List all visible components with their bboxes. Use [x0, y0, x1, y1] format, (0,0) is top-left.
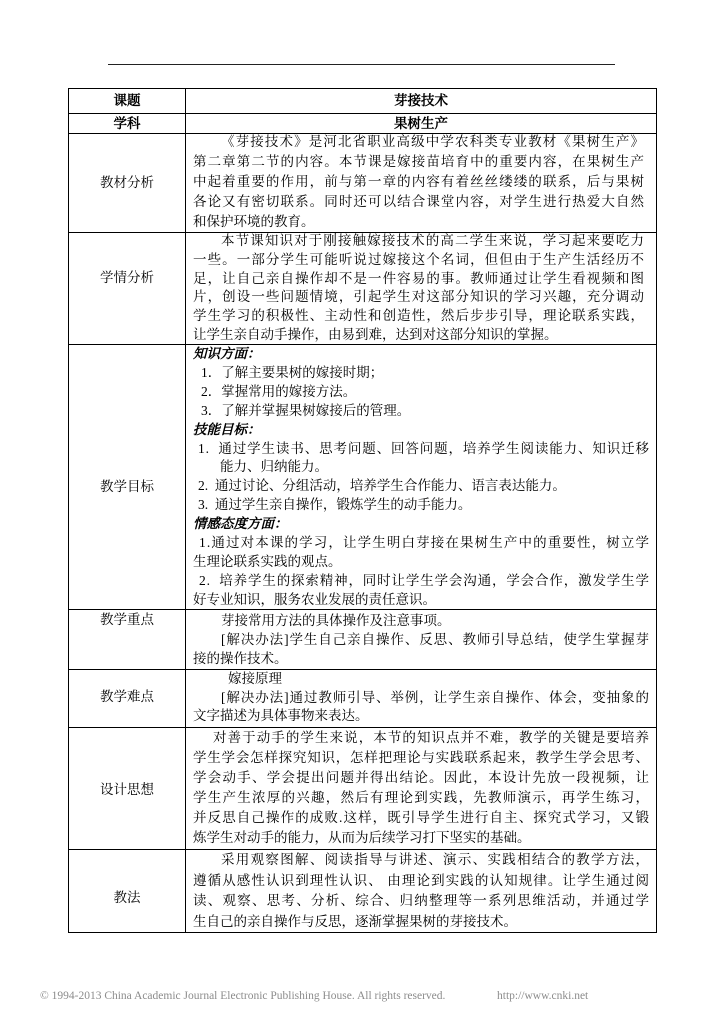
difficulties-label: 教学难点: [100, 689, 154, 704]
methods-line: 读、观察、思考、分析、综合、归纳整理等一系列思维活动，并通过学: [193, 893, 651, 909]
material-analysis-line: 各论又有密切联系。同时还可以结合课堂内容，对学生进行热爱大自然: [193, 194, 646, 210]
learner-analysis-line: 学生学习的积极性、主动性和创造性，然后步步引导，理论联系实践，: [193, 308, 646, 324]
copyright-text: © 1994-2013 China Academic Journal Electronic Publishing House. All rights reserved.: [40, 990, 446, 1002]
design-idea-label: 设计思想: [100, 782, 154, 797]
learner-analysis-line: 一些。一部分学生可能听说过嫁接这个名词，但但由于生产生活经历不: [193, 251, 646, 267]
knowledge-heading: 知识方面：: [193, 346, 261, 361]
design-idea-line: 对善于动手的学生来说，本节的知识点并不难，教学的关键是要培养: [213, 730, 651, 745]
design-idea-line: 学生产生浓厚的兴趣，然后有理论到实践，先教师演示，再学生练习，: [193, 790, 651, 805]
subject-label-cell: [69, 114, 186, 133]
learner-analysis-line: 足，让自己亲自操作却不是一件容易的事。教师通过让学生看视频和图: [193, 270, 646, 286]
design-idea-line: 学会动手、学会提出问题并得出结论。因此，本设计先放一段视频，让: [193, 770, 651, 785]
key-points-line: 芽接常用方法的具体操作及注意事项。: [221, 612, 451, 628]
topic-row: [68, 88, 657, 113]
key-points-row: [68, 609, 657, 669]
attitudes-line: 2. 培养学生的探索精神，同时让学生学会沟通，学会合作，激发学生学: [199, 572, 650, 588]
learner-analysis-row: [68, 232, 657, 344]
methods-line: 遵循从感性认识到理性认识、 由理论到实践的认知规律。让学生通过阅: [193, 872, 651, 888]
material-analysis-line: 中起着重要的作用，前与第一章的内容有着丝丝缕缕的联系，后与果树: [193, 174, 646, 190]
material-analysis-line: 《芽接技术》是河北省职业高级中学农科类专业教材《果树生产》: [221, 134, 646, 149]
skills-heading: 技能目标：: [193, 421, 261, 437]
design-idea-content: [193, 728, 649, 848]
difficulties-row: [68, 669, 657, 727]
material-analysis-content: [193, 132, 644, 232]
methods-line: 采用观察图解、阅读指导与讲述、演示、实践相结合的教学方法，: [221, 852, 651, 867]
subject-value: 果树生产: [394, 116, 448, 131]
design-idea-row: [68, 727, 657, 849]
difficulties-line: 文字描述为具体事物来表达。: [193, 708, 369, 724]
design-idea-label-cell: [69, 728, 186, 849]
objectives-label-cell: [69, 345, 186, 609]
learner-analysis-label: 学情分析: [100, 270, 154, 285]
skills-line: 2. 通过讨论、分组活动，培养学生合作能力、语言表达能力。: [198, 478, 566, 494]
objectives-content: [193, 345, 649, 610]
material-analysis-label-cell: [69, 134, 186, 232]
design-idea-line: 炼学生对动手的能力，从而为后续学习打下坚实的基础。: [193, 830, 531, 845]
material-analysis-row: [68, 133, 657, 232]
attitudes-line: 好专业知识，服务农业发展的责任意识。: [193, 591, 436, 607]
material-analysis-label: 教材分析: [100, 175, 154, 190]
copyright-footer: [40, 988, 640, 1004]
knowledge-item: 3．了解并掌握果树嫁接后的管理。: [201, 402, 411, 418]
objectives-row: [68, 344, 657, 609]
objectives-label: 教学目标: [100, 479, 154, 494]
methods-row: [68, 849, 657, 933]
methods-line: 生自己的亲自操作与反思，逐渐掌握果树的芽接技术。: [193, 914, 517, 930]
learner-analysis-line: 本节课知识对于刚接触嫁接技术的高二学生来说，学习起来要吃力: [221, 233, 646, 248]
key-points-label: 教学重点: [100, 612, 154, 627]
topic-label-cell: [69, 89, 186, 113]
material-analysis-line: 和保护环境的教育。: [193, 214, 315, 230]
learner-analysis-content: [193, 232, 644, 345]
knowledge-item: 2．掌握常用的嫁接方法。: [201, 383, 357, 399]
topic-label: 课题: [113, 93, 141, 108]
difficulties-line: [解决办法]通过教师引导、举例，让学生亲自操作、体会，变抽象的: [221, 689, 650, 705]
topic-value: 芽接技术: [394, 93, 448, 108]
material-analysis-line: 第二章第二节的内容。本节课是嫁接苗培育中的重要内容，在果树生产: [193, 154, 646, 170]
key-points-label-cell: [69, 610, 186, 669]
methods-label-cell: [69, 850, 186, 932]
footer-url: http://www.cnki.net: [497, 990, 589, 1002]
design-idea-line: 学生学会怎样探究知识，怎样把理论与实践联系起来，教学生学会思考、: [193, 750, 650, 765]
attitudes-line: 生理论联系实践的观点。: [193, 553, 342, 569]
design-idea-line: 并反思自己操作的成败.这样，既引导学生进行自主、探究式学习，又锻: [193, 810, 651, 825]
difficulties-content: [193, 670, 649, 726]
methods-label: 教法: [113, 890, 141, 905]
skills-line: 3. 通过学生亲自操作，锻炼学生的动手能力。: [198, 497, 472, 513]
key-points-content: [193, 611, 649, 668]
skills-line: 能力、归纳能力。: [220, 459, 328, 475]
skills-line: 1. 通过学生读书、思考问题、回答问题，培养学生阅读能力、知识迁移: [198, 440, 650, 456]
difficulties-label-cell: [69, 670, 186, 727]
learner-analysis-line: 片，创设一些问题情境，引起学生对这部分知识的学习兴趣，充分调动: [193, 289, 646, 305]
methods-content: [193, 850, 649, 933]
key-points-line: [解决办法]学生自己亲自操作、反思、教师引导总结，使学生掌握芽: [221, 631, 650, 647]
difficulties-line: 嫁接原理: [228, 671, 282, 686]
key-points-line: 接的操作技术。: [193, 650, 288, 666]
subject-label: 学科: [113, 116, 141, 131]
attitudes-heading: 情感态度方面：: [193, 516, 288, 532]
learner-analysis-line: 让学生亲自动手操作，由易到难，达到对这部分知识的掌握。: [193, 326, 558, 342]
attitudes-line: 1.通过对本课的学习，让学生明白芽接在果树生产中的重要性，树立学: [199, 535, 651, 551]
header-rule: [108, 64, 615, 65]
learner-analysis-label-cell: [69, 233, 186, 344]
knowledge-item: 1．了解主要果树的嫁接时期；: [201, 364, 384, 380]
subject-row: [68, 113, 657, 133]
